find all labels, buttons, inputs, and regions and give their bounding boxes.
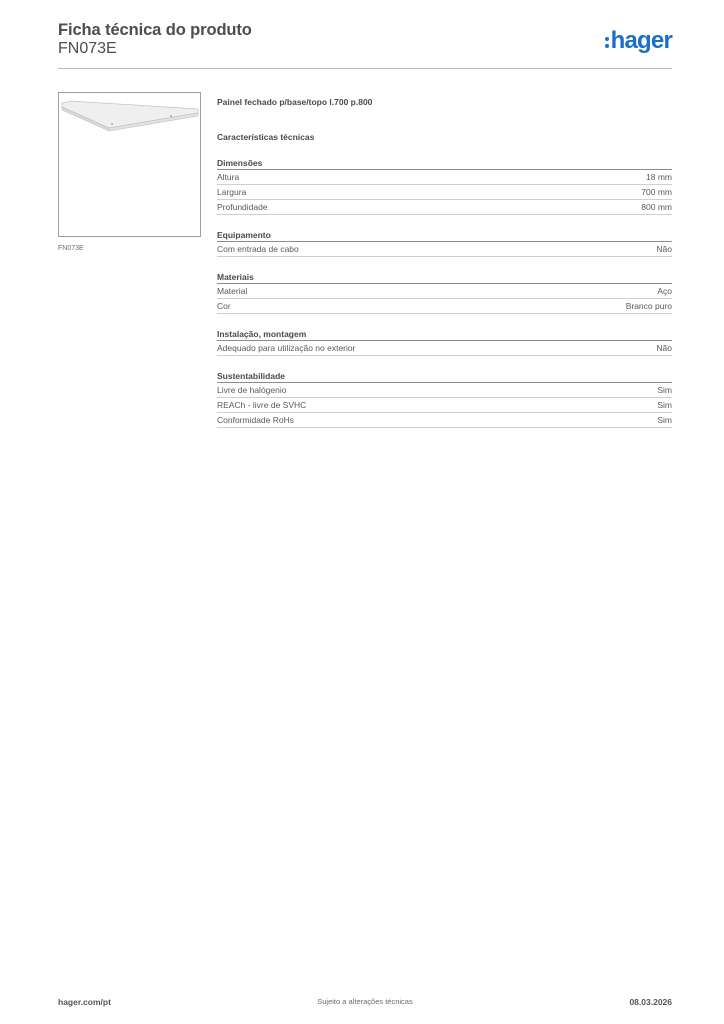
spec-group-dimensions	[217, 157, 672, 215]
spec-label: Adequado para utilização no exterior	[217, 343, 356, 353]
spec-group-installation	[217, 328, 672, 356]
spec-table	[217, 340, 672, 356]
group-title: Instalação, montagem	[217, 329, 307, 339]
spec-row	[217, 341, 672, 356]
spec-label: Conformidade RoHs	[217, 415, 295, 425]
spec-table	[217, 283, 672, 314]
spec-content	[217, 96, 672, 428]
hager-logo	[605, 27, 672, 57]
spec-row	[217, 398, 672, 413]
closed-panel-image	[59, 93, 200, 236]
spec-table	[217, 241, 672, 257]
spec-label: Material	[217, 286, 248, 296]
spec-value: Sim	[657, 415, 672, 425]
spec-row	[217, 413, 672, 428]
header-divider	[58, 68, 672, 69]
product-name: Painel fechado p/base/topo l.700 p.800	[217, 97, 373, 107]
spec-row	[217, 299, 672, 314]
logo-dots-icon	[605, 37, 609, 51]
spec-group-sustainability	[217, 370, 672, 428]
spec-value: Não	[656, 244, 672, 254]
group-title: Sustentabilidade	[217, 371, 286, 381]
spec-row	[217, 284, 672, 299]
footer-date: 08.03.2026	[629, 997, 672, 1007]
spec-label: Altura	[217, 172, 240, 182]
document-header	[58, 20, 672, 68]
spec-table	[217, 169, 672, 215]
spec-group-materials	[217, 271, 672, 314]
image-caption: FN073E	[58, 245, 84, 252]
spec-value: 800 mm	[641, 202, 672, 212]
spec-value: Não	[656, 343, 672, 353]
footer-note: Sujeito a alterações técnicas	[317, 997, 413, 1006]
spec-value: Aço	[657, 286, 672, 296]
group-title: Materiais	[217, 272, 254, 282]
logo-wordmark: hager	[610, 27, 672, 54]
spec-table	[217, 382, 672, 428]
spec-label: REACh - livre de SVHC	[217, 400, 307, 410]
spec-label: Livre de halógenio	[217, 385, 287, 395]
spec-row	[217, 383, 672, 398]
spec-label: Com entrada de cabo	[217, 244, 299, 254]
spec-row	[217, 185, 672, 200]
spec-row	[217, 170, 672, 185]
spec-label: Profundidade	[217, 202, 268, 212]
group-title: Equipamento	[217, 230, 271, 240]
spec-label: Largura	[217, 187, 247, 197]
spec-group-equipment	[217, 229, 672, 257]
footer-website-link[interactable]: hager.com/pt	[58, 997, 111, 1007]
spec-value: Branco puro	[625, 301, 672, 311]
spec-value: 18 mm	[646, 172, 672, 182]
spec-value: Sim	[657, 400, 672, 410]
spec-value: 700 mm	[641, 187, 672, 197]
product-image-frame	[58, 92, 201, 237]
product-code: FN073E	[58, 40, 117, 57]
group-title: Dimensões	[217, 158, 263, 168]
spec-row	[217, 200, 672, 215]
spec-value: Sim	[657, 385, 672, 395]
spec-label: Cor	[217, 301, 231, 311]
technical-characteristics-heading: Características técnicas	[217, 132, 315, 142]
document-title: Ficha técnica do produto	[58, 21, 252, 39]
spec-row	[217, 242, 672, 257]
